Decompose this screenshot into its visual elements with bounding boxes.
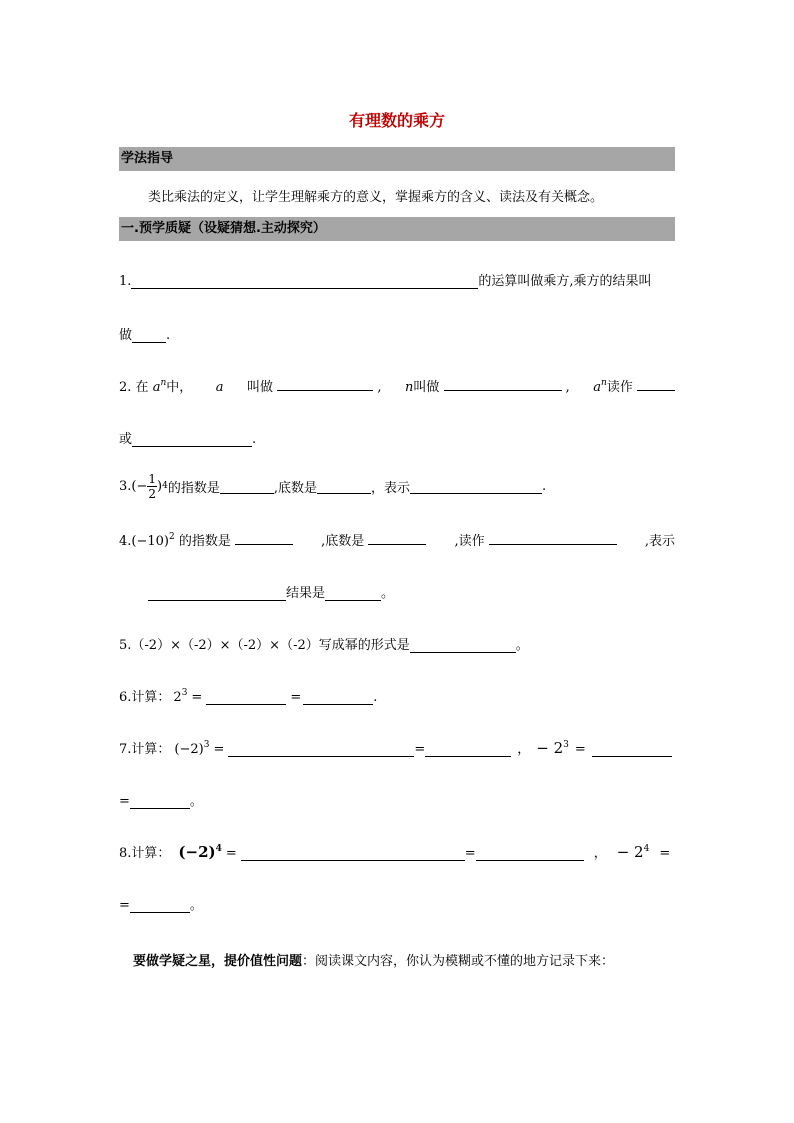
q7-comma: ，	[517, 742, 531, 757]
footer-text: ：阅读课文内容，你认为模糊或不懂的地方记录下来：	[302, 954, 615, 969]
q7-power: $(-2)^3$	[174, 740, 210, 757]
q2-period: .	[252, 432, 257, 447]
q4-end: 。	[381, 586, 395, 601]
q3-paren-close: )	[157, 478, 163, 494]
q8-power: $(-2)^4$	[178, 843, 222, 861]
q5-blank[interactable]	[410, 638, 516, 653]
question-8	[119, 842, 675, 861]
footer-bold: 要做学疑之星，提价值性问题	[133, 954, 303, 969]
q4-part-c: ,读作	[454, 530, 616, 549]
q7-blank-3[interactable]	[592, 742, 672, 757]
q1-blank-1[interactable]	[131, 274, 478, 289]
q6-blank-2[interactable]	[303, 690, 373, 705]
q3-period: .	[542, 478, 547, 494]
question-4-line-2	[148, 582, 675, 601]
q3-paren-open: (−	[131, 478, 148, 494]
question-8-line-2	[119, 894, 675, 913]
q4-part-a: $4.(-10)^2$ 的指数是	[119, 530, 293, 549]
q2-part-b: 叫做 ,	[247, 376, 381, 395]
q8-comma: ，	[593, 846, 607, 861]
q2-blank-3[interactable]	[637, 376, 675, 391]
question-7	[119, 738, 675, 757]
q8-end: 。	[189, 898, 203, 913]
guide-text: 类比乘法的定义，让学生理解乘方的意义，掌握乘方的含义、读法及有关概念。	[148, 190, 604, 205]
question-2	[119, 376, 675, 395]
question-3: 3. (− $\frac{1}{2}$ ) 4 的指数是 ,底数是 ，表示 .	[119, 471, 547, 501]
q4-text-show: ,表示	[644, 534, 675, 549]
q5-end: 。	[515, 638, 529, 653]
q3-fraction: $\frac{1}{2}$	[148, 471, 157, 501]
q2-blank-2[interactable]	[444, 376, 562, 391]
q8-blank-2[interactable]	[476, 846, 584, 861]
q8-eq-1: =	[225, 846, 237, 861]
q4-blank-5[interactable]	[325, 586, 381, 601]
q7-eq-2: =	[414, 742, 426, 757]
q1-number: 1.	[119, 274, 132, 289]
q8-blank-3[interactable]	[130, 898, 190, 913]
question-1-line-2	[119, 324, 675, 343]
q4-text-result: 结果是	[286, 586, 326, 601]
q7-eq-3: =	[574, 742, 586, 757]
q7-neg-power: − $2^3$	[536, 739, 569, 757]
q8-blank-1[interactable]	[241, 846, 465, 861]
q7-end: 。	[189, 794, 203, 809]
q4-blank-1[interactable]	[235, 530, 293, 545]
q6-blank-1[interactable]	[206, 690, 286, 705]
q3-text-2: ,底数是	[273, 480, 317, 496]
q2-text-or: 或	[119, 432, 133, 447]
q2-part-d: $a^n$读作	[593, 376, 675, 395]
q2-part-c: n叫做 ,	[405, 376, 570, 395]
q1-text: 的运算叫做乘方,乘方的结果叫	[478, 274, 652, 289]
question-6	[119, 686, 675, 705]
section-heading-prestudy: 一.预学质疑（设疑猜想.主动探究）	[119, 217, 675, 241]
q8-text: 8.计算：	[119, 846, 171, 861]
q7-blank-1[interactable]	[228, 742, 414, 757]
q7-eq-4: =	[119, 794, 130, 809]
q2-var-a: a	[215, 380, 224, 395]
q2-part-a: 2. 在 $a^n$中，	[119, 378, 193, 395]
section-heading-guide: 学法指导	[119, 147, 675, 171]
q2-blank-4[interactable]	[132, 432, 252, 447]
q8-eq-3: =	[659, 846, 671, 861]
q8-eq-2: =	[464, 846, 476, 861]
q1-period: .	[166, 328, 171, 343]
q4-blank-2[interactable]	[368, 530, 426, 545]
q6-power: $2^3$	[173, 688, 188, 705]
q3-blank-2[interactable]	[317, 479, 371, 494]
q7-eq-1: =	[213, 742, 225, 757]
page-title: 有理数的乘方	[348, 111, 445, 130]
question-4	[119, 530, 675, 549]
q7-text: 7.计算：	[119, 742, 171, 757]
q1-text-2: 做	[119, 328, 133, 343]
q3-number: 3.	[119, 478, 132, 494]
question-1	[119, 270, 675, 289]
q4-part-b: ,底数是	[321, 530, 426, 549]
q5-text: 5.（-2）×（-2）×（-2）×（-2）写成幂的形式是	[119, 638, 410, 653]
q6-eq-2: =	[290, 690, 302, 705]
q1-blank-2[interactable]	[132, 328, 166, 343]
q6-eq-1: =	[191, 690, 203, 705]
q6-text: 6.计算：	[119, 690, 171, 705]
q3-text-3: ，表示	[370, 480, 410, 496]
q4-blank-3[interactable]	[489, 530, 617, 545]
q7-blank-2[interactable]	[425, 742, 511, 757]
q8-eq-4: =	[119, 898, 130, 913]
q3-blank-3[interactable]	[410, 479, 542, 494]
q6-period: .	[373, 690, 378, 705]
question-7-line-2	[119, 790, 675, 809]
q7-blank-4[interactable]	[130, 794, 190, 809]
question-2-line-2	[119, 428, 675, 447]
q3-blank-1[interactable]	[220, 479, 274, 494]
q3-text-1: 的指数是	[167, 480, 220, 496]
question-5	[119, 634, 675, 653]
q2-blank-1[interactable]	[277, 376, 373, 391]
footer-prompt	[133, 950, 675, 969]
q4-blank-4[interactable]	[148, 586, 286, 601]
q8-neg-power: − $2^4$	[616, 843, 650, 861]
